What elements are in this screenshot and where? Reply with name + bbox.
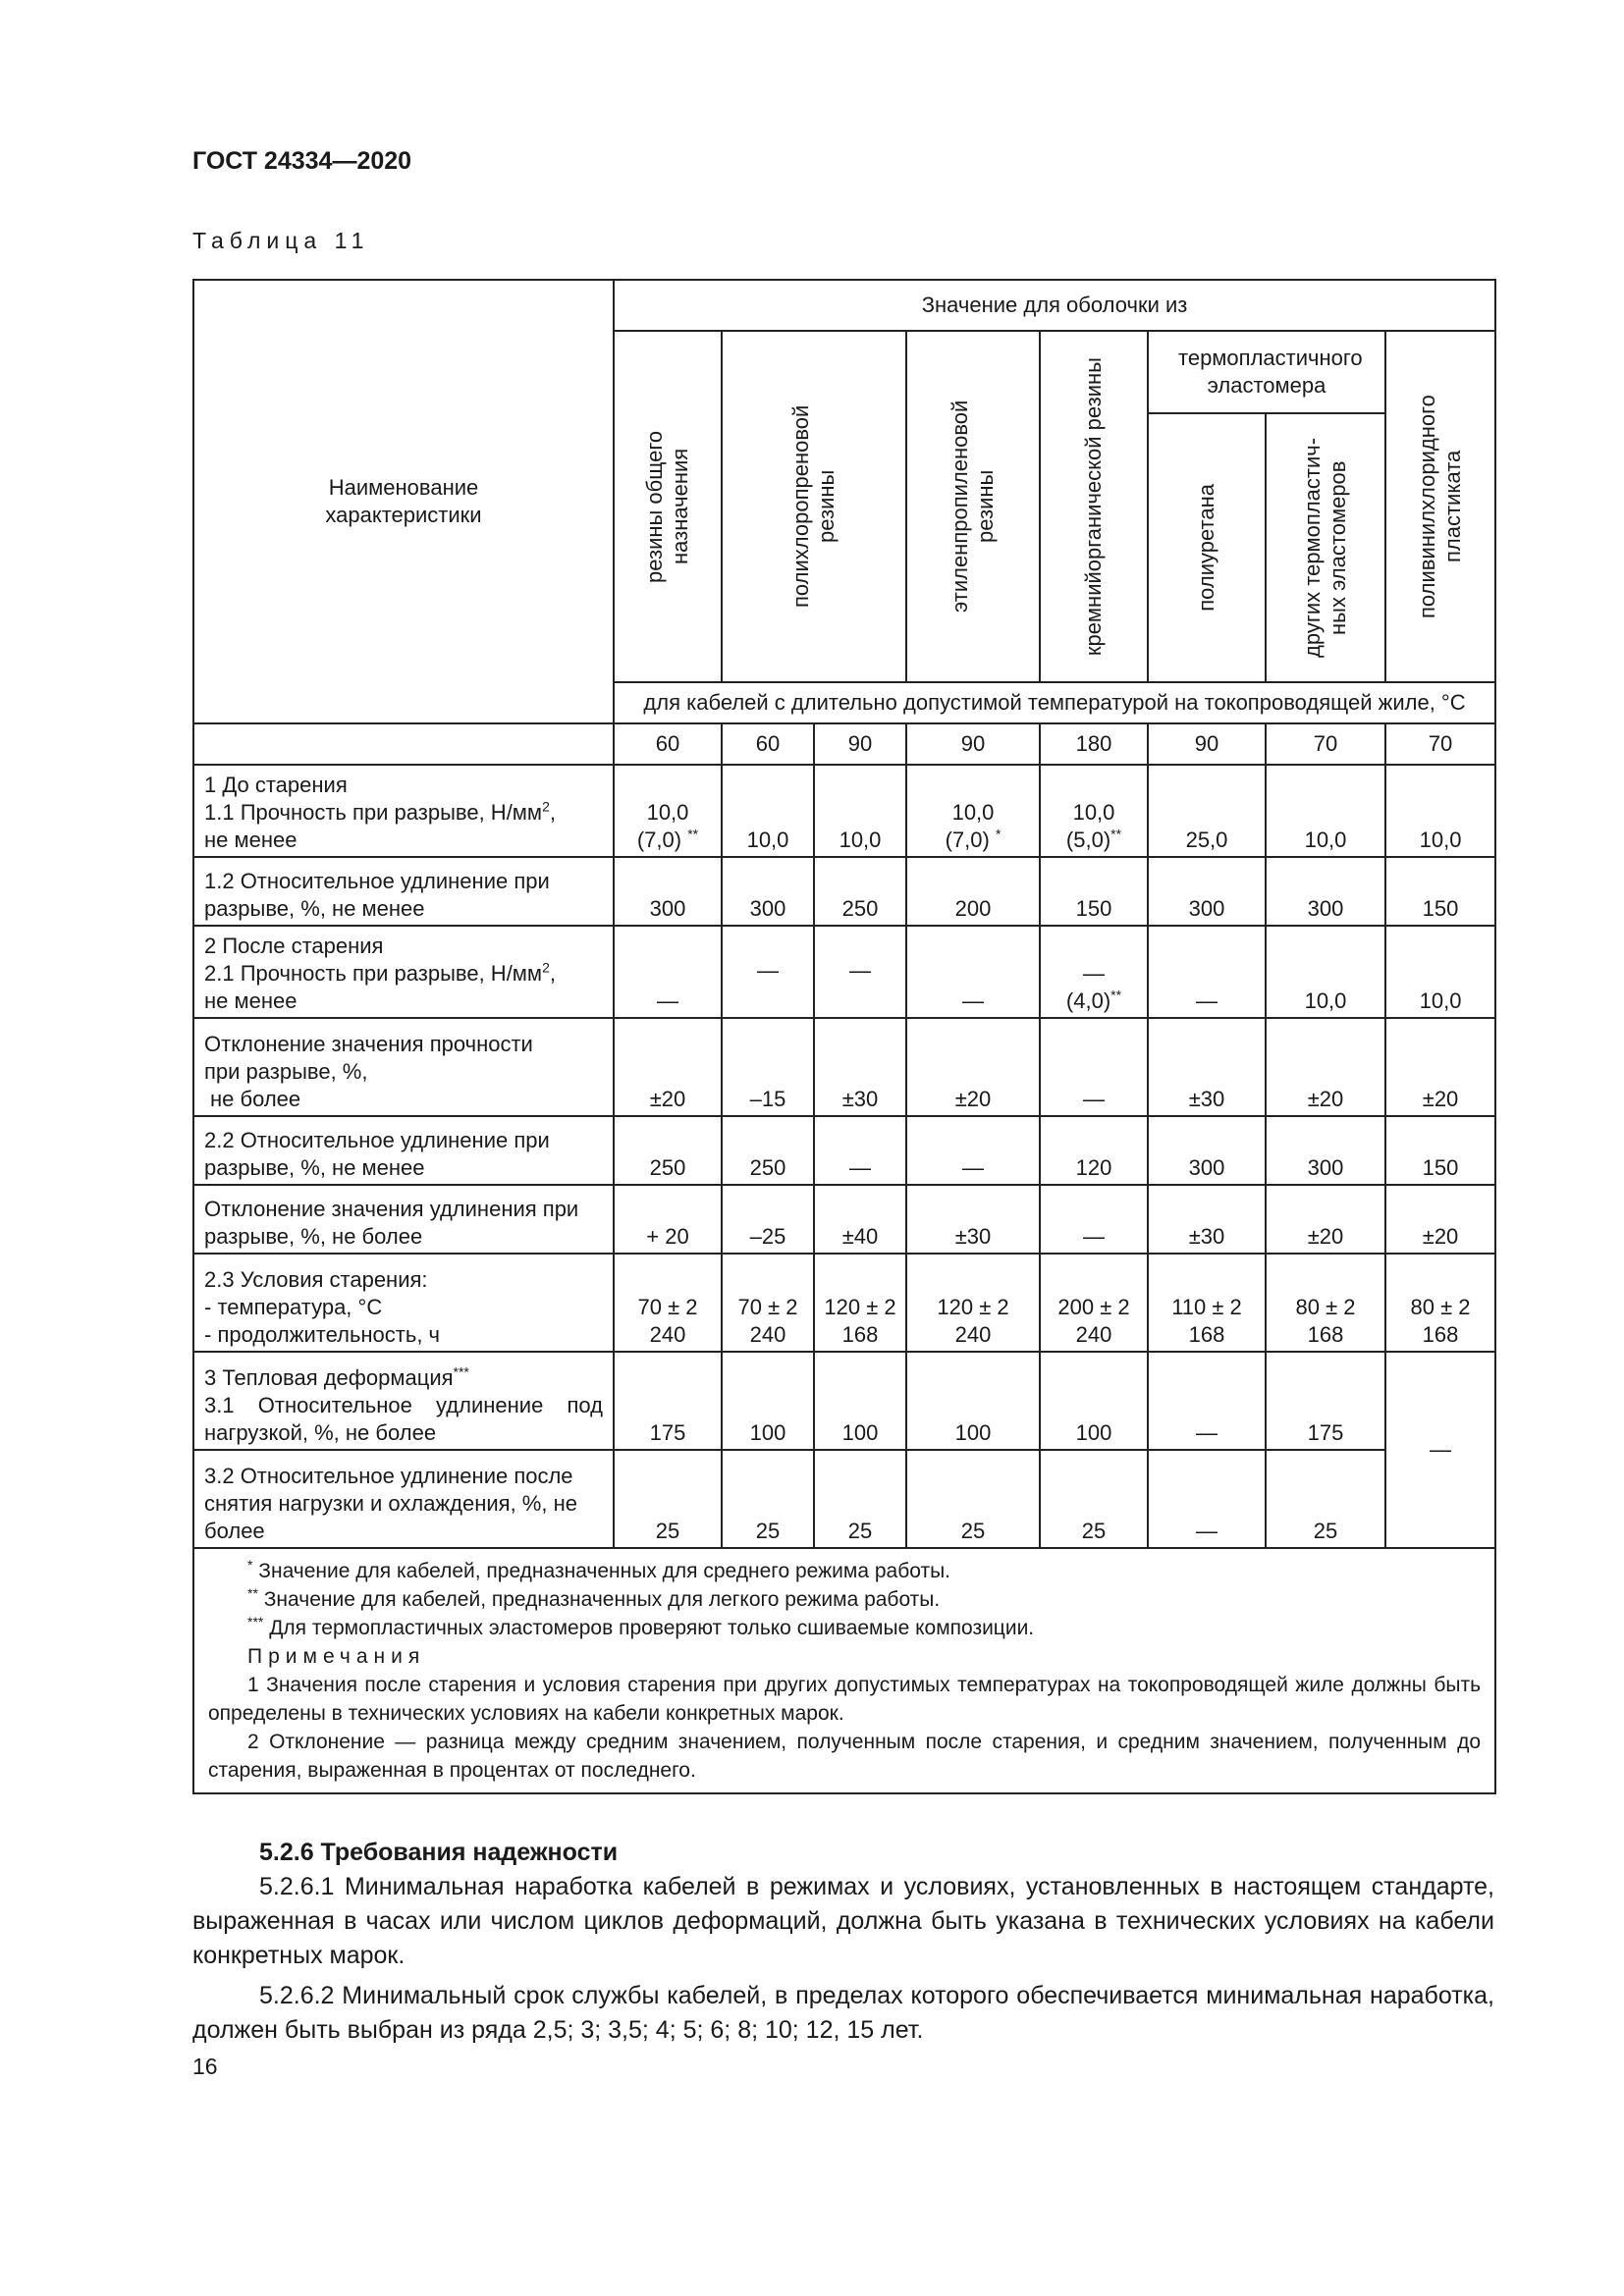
table-cell: 250 <box>614 1116 722 1185</box>
table-cell: 120 ± 2 168 <box>814 1254 906 1352</box>
table-cell: 80 ± 2 168 <box>1385 1254 1495 1352</box>
table-cell: 200 <box>906 857 1040 926</box>
table-cell: — <box>1040 1185 1148 1254</box>
table-cell: — <box>614 926 722 1018</box>
table-cell: ±20 <box>614 1018 722 1116</box>
temp-header-cell: для кабелей с длительно допустимой температурой на токопроводящей жиле, °С <box>614 682 1495 723</box>
col-organosilicon: кремнийорганической резины <box>1040 331 1148 682</box>
footnote: *** Для термопластичных эластомеров проверяют только сшиваемые композиции. <box>247 1614 1035 1639</box>
reliability-section <box>192 1836 1494 2048</box>
table-cell: — <box>1148 1450 1266 1548</box>
table-cell: 300 <box>722 857 814 926</box>
table-cell: 25 <box>722 1450 814 1548</box>
table-cell: 10,0 (5,0)** <box>1040 765 1148 857</box>
table-cell: — <box>814 1116 906 1185</box>
table-cell: 300 <box>1148 857 1266 926</box>
col-other-tpe: других термопластич-ных эластомеров <box>1266 413 1385 682</box>
col-polyurethane: полиуретана <box>1148 413 1266 682</box>
table-cell: 150 <box>1385 857 1495 926</box>
table-cell: ±20 <box>906 1018 1040 1116</box>
table-cell: 10,0 (7,0) * <box>906 765 1040 857</box>
table-cell: 150 <box>1040 857 1148 926</box>
table-cell: –15 <box>722 1018 814 1116</box>
table-cell: 110 ± 2 168 <box>1148 1254 1266 1352</box>
table-cell: ±30 <box>1148 1018 1266 1116</box>
note: 1 Значения после старения и условия старения при других допустимых температурах на токопроводящей жиле должны быть определены в технических условиях на кабели конкретных марок. <box>208 1674 1482 1725</box>
row-name: Отклонение значения удлинения при разрыве, %, не более <box>193 1185 614 1254</box>
table-cell: 25 <box>1266 1450 1385 1548</box>
row-name: 2.2 Относительное удлинение при разрыве, %, не менее <box>193 1116 614 1185</box>
temp-value: 70 <box>1385 723 1495 765</box>
table-cell: ±20 <box>1266 1185 1385 1254</box>
table-notes-row <box>193 1548 1495 1793</box>
footnote: * Значение для кабелей, предназначенных для среднего режима работы. <box>247 1557 951 1582</box>
table-row <box>193 1185 1495 1254</box>
temp-name-cell <box>193 723 614 765</box>
col-polychloroprene: полихлоропреновой резины <box>722 331 906 682</box>
table-cell: 175 <box>1266 1352 1385 1450</box>
temp-value: 60 <box>722 723 814 765</box>
section-heading: 5.2.6 Требования надежности <box>259 1839 619 1866</box>
row-name: 3.2 Относительное удлинение после снятия нагрузки и охлаждения, %, не более <box>193 1450 614 1548</box>
temp-values-row <box>193 723 1495 765</box>
table-cell: — <box>1040 1018 1148 1116</box>
col-pvc: поливинилхлоридного пластиката <box>1385 331 1495 682</box>
name-header-cell: Наименование характеристики <box>193 280 614 723</box>
paragraph: 5.2.6.2 Минимальный срок службы кабелей, в пределах которого обеспечивается минимальная наработка, должен быть выбран из ряда 2,5; 3; 3,5; 4; 5; 6; 8; 10; 12, 15 лет. <box>192 1982 1494 2044</box>
table-cell: ±30 <box>814 1018 906 1116</box>
row-name: Отклонение значения прочности при разрыве, %, не более <box>193 1018 614 1116</box>
row-name: 3 Тепловая деформация*** 3.1 Относительное удлинение под нагрузкой, %, не более <box>193 1352 614 1450</box>
table-cell: 80 ± 2 168 <box>1266 1254 1385 1352</box>
group-header-cell: Значение для оболочки из <box>614 280 1495 331</box>
document-id: ГОСТ 24334—2020 <box>192 147 412 175</box>
table-cell: 70 ± 2 240 <box>614 1254 722 1352</box>
table-cell: ±30 <box>906 1185 1040 1254</box>
paragraph: 5.2.6.1 Минимальная наработка кабелей в режимах и условиях, установленных в настоящем стандарте, выраженная в часах или числом циклов деформаций, должна быть указана в технических условиях на кабели конкретных марок. <box>192 1873 1494 1969</box>
row-name: 2 После старения 2.1 Прочность при разрыве, $Н/мм^2$, не менее <box>193 926 614 1018</box>
temp-value: 70 <box>1266 723 1385 765</box>
table-row <box>193 1352 1495 1450</box>
table-cell: ±20 <box>1385 1018 1495 1116</box>
table-cell: — (4,0)** <box>1040 926 1148 1018</box>
table-cell: 250 <box>722 1116 814 1185</box>
table-cell: 25 <box>906 1450 1040 1548</box>
table-cell: — <box>1148 1352 1266 1450</box>
table-row <box>193 1450 1495 1548</box>
table-cell: 25 <box>1040 1450 1148 1548</box>
table-notes <box>193 1548 1495 1793</box>
table-cell: — <box>1148 926 1266 1018</box>
table-cell: ±30 <box>1148 1185 1266 1254</box>
table-cell: 10,0 <box>722 765 814 857</box>
table-row <box>193 926 1495 1018</box>
properties-table <box>192 279 1496 1794</box>
row-name: 1.2 Относительное удлинение при разрыве, %, не менее <box>193 857 614 926</box>
col-rubber-general: резины общего назначения <box>614 331 722 682</box>
notes-title: Примечания <box>247 1645 426 1668</box>
table-cell: 10,0 <box>1266 926 1385 1018</box>
table-cell: — <box>906 1116 1040 1185</box>
table-cell: 25 <box>614 1450 722 1548</box>
table-row <box>193 1018 1495 1116</box>
table-cell: 300 <box>614 857 722 926</box>
table-cell: 250 <box>814 857 906 926</box>
table-cell: ±20 <box>1385 1185 1495 1254</box>
temp-value: 90 <box>906 723 1040 765</box>
table-cell: 100 <box>906 1352 1040 1450</box>
temp-value: 60 <box>614 723 722 765</box>
temp-value: 180 <box>1040 723 1148 765</box>
table-cell: 100 <box>1040 1352 1148 1450</box>
table-cell: ±20 <box>1266 1018 1385 1116</box>
table-cell: — <box>814 926 906 1018</box>
table-caption: Таблица 11 <box>192 228 370 253</box>
table-cell: ±40 <box>814 1185 906 1254</box>
page-number: 16 <box>192 2054 218 2079</box>
table-cell: –25 <box>722 1185 814 1254</box>
table-cell: 100 <box>814 1352 906 1450</box>
table-cell: 10,0 <box>814 765 906 857</box>
table-cell: 120 ± 2 240 <box>906 1254 1040 1352</box>
col-thermoplastic-group: термопластичного эластомера <box>1148 331 1385 413</box>
table-row <box>193 765 1495 857</box>
table-cell: 300 <box>1148 1116 1266 1185</box>
table-cell: 10,0 <box>1266 765 1385 857</box>
table-cell: 25,0 <box>1148 765 1266 857</box>
table-cell: 300 <box>1266 1116 1385 1185</box>
table-cell: 120 <box>1040 1116 1148 1185</box>
row-name: 1 До старения 1.1 Прочность при разрыве, $Н/мм^2$, не менее <box>193 765 614 857</box>
table-cell: 100 <box>722 1352 814 1450</box>
table-cell: 10,0 (7,0) ** <box>614 765 722 857</box>
table-cell: — <box>1385 1352 1495 1548</box>
table-row <box>193 857 1495 926</box>
table-row <box>193 1254 1495 1352</box>
col-ethylenepropylene: этиленпропиленовой резины <box>906 331 1040 682</box>
table-row <box>193 1116 1495 1185</box>
table-cell: 150 <box>1385 1116 1495 1185</box>
table-cell: 300 <box>1266 857 1385 926</box>
footnote: ** Значение для кабелей, предназначенных для легкого режима работы. <box>247 1585 941 1611</box>
table-cell: 200 ± 2 240 <box>1040 1254 1148 1352</box>
table-cell: + 20 <box>614 1185 722 1254</box>
temp-value: 90 <box>814 723 906 765</box>
table-cell: 10,0 <box>1385 765 1495 857</box>
note: 2 Отклонение — разница между средним значением, полученным после старения, и средним значением, полученным до старения, выраженная в процентах от последнего. <box>208 1731 1482 1782</box>
table-cell: — <box>722 926 814 1018</box>
table-cell: 25 <box>814 1450 906 1548</box>
table-cell: 10,0 <box>1385 926 1495 1018</box>
temp-value: 90 <box>1148 723 1266 765</box>
table-cell: 70 ± 2 240 <box>722 1254 814 1352</box>
table-cell: 175 <box>614 1352 722 1450</box>
table-cell: — <box>906 926 1040 1018</box>
row-name: 2.3 Условия старения: - температура, °С - продолжительность, ч <box>193 1254 614 1352</box>
